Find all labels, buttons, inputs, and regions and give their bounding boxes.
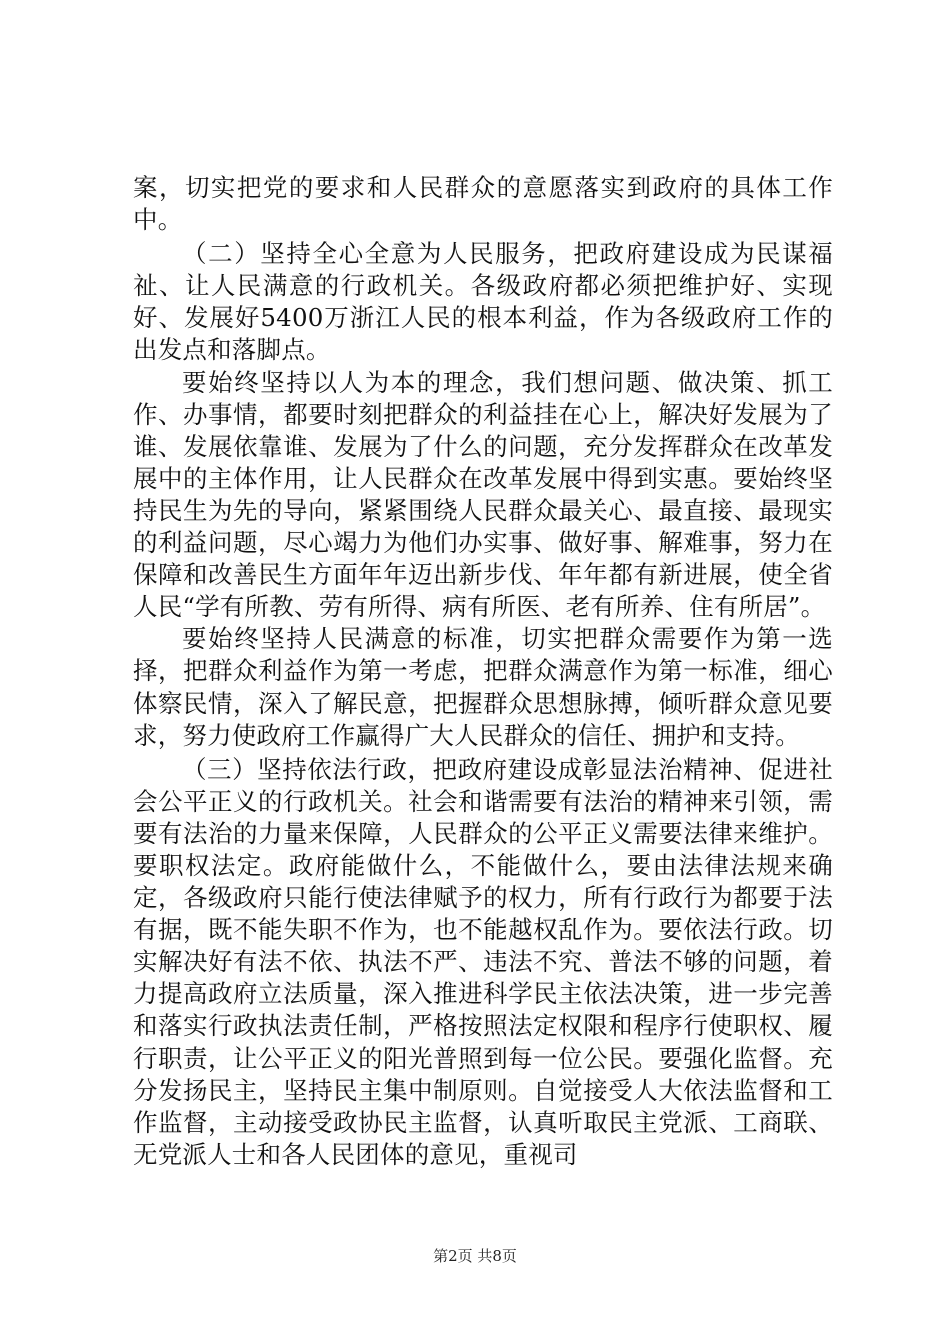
paragraph: 要始终坚持人民满意的标准，切实把群众需要作为第一选择，把群众利益作为第一考虑，把群众满意作为第一标准，细心体察民情，深入了解民意，把握群众思想脉搏，倾听群众意见要求，努力使政府工作赢得广大人民群众的信任、拥护和支持。: [133, 624, 833, 750]
page-number-footer: 第2页 共8页: [433, 1247, 517, 1265]
paragraph: 案，切实把党的要求和人民群众的意愿落实到政府的具体工作中。: [133, 173, 833, 235]
document-body: [133, 172, 833, 1171]
section-heading-paragraph: （三）坚持依法行政，把政府建设成彰显法治精神、促进社会公平正义的行政机关。社会和谐需要有法治的精神来引领，需要有法治的力量来保障，人民群众的公平正义需要法律来维护。要职权法定。政府能做什么，不能做什么，要由法律法规来确定，各级政府只能行使法律赋予的权力，所有行政行为都要于法有据，既不能失职不作为，也不能越权乱作为。要依法行政。切实解决好有法不依、执法不严、违法不究、普法不够的问题，着力提高政府立法质量，深入推进科学民主依法决策，进一步完善和落实行政执法责任制，严格按照法定权限和程序行使职权、履行职责，让公平正义的阳光普照到每一位公民。要强化监督。充分发扬民主，坚持民主集中制原则。自觉接受人大依法监督和工作监督，主动接受政协民主监督，认真听取民主党派、工商联、无党派人士和各人民团体的意见，重视司: [133, 754, 833, 1169]
section-heading-paragraph: （二）坚持全心全意为人民服务，把政府建设成为民谋福祉、让人民满意的行政机关。各级政府都必须把维护好、实现好、发展好5400万浙江人民的根本利益，作为各级政府工作的出发点和落脚点。: [133, 239, 833, 365]
paragraph: 要始终坚持以人为本的理念，我们想问题、做决策、抓工作、办事情，都要时刻把群众的利益挂在心上，解决好发展为了谁、发展依靠谁、发展为了什么的问题，充分发挥群众在改革发展中的主体作用，让人民群众在改革发展中得到实惠。要始终坚持民生为先的导向，紧紧围绕人民群众最关心、最直接、最现实的利益问题，尽心竭力为他们办实事、做好事、解难事，努力在保障和改善民生方面年年迈出新步伐、年年都有新进展，使全省人民“学有所教、劳有所得、病有所医、老有所养、住有所居”。: [133, 367, 833, 622]
